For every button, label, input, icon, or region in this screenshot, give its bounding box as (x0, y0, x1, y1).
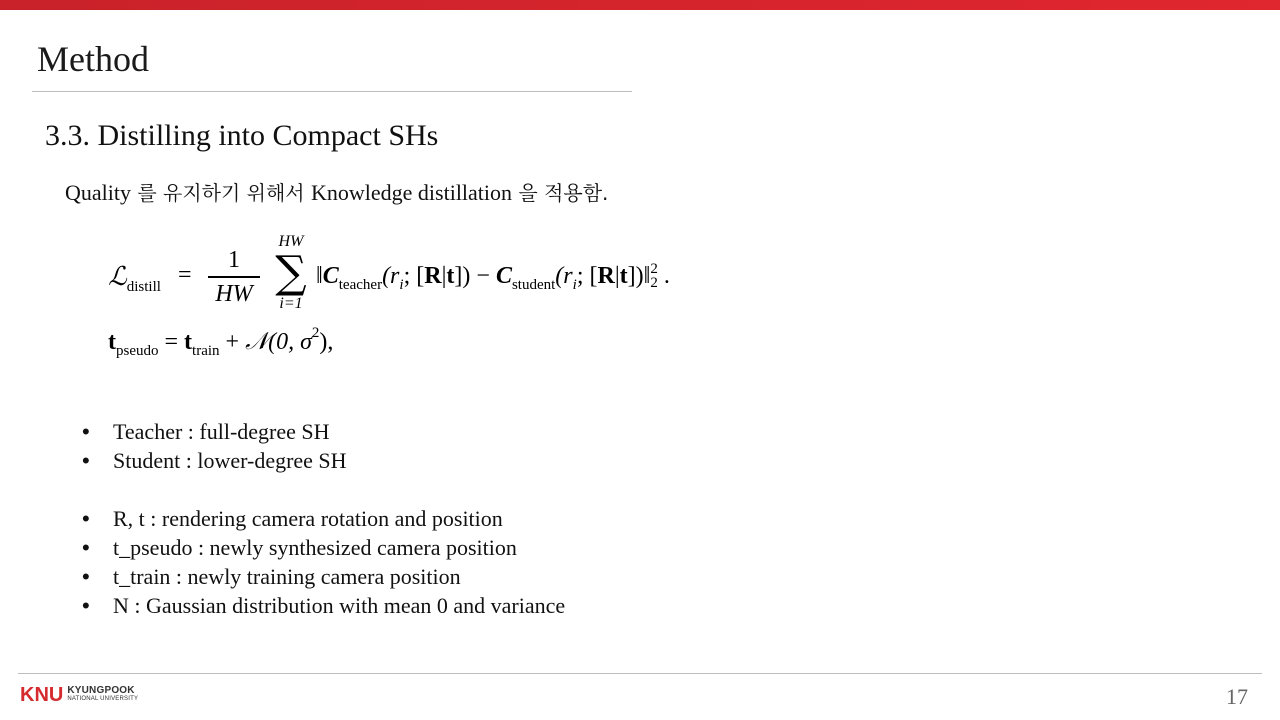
sum-lower-limit: i=1 (279, 295, 303, 312)
university-logo (20, 684, 138, 706)
bullet-icon: • (82, 506, 90, 531)
pseudo-pose-equation: $t_{pseudo} = t_{train}$ + 𝒩(0, $\sigma^2$), (108, 325, 334, 359)
intro-part-1: Quality (65, 180, 131, 205)
list-item: • Teacher : full-degree SH (82, 419, 330, 444)
knu-logo-mark: KNU (20, 684, 64, 706)
norm-expression: $‖C_{teacher}(r_i$; $[R|t]) - C_{student}(r_i$; [R|t])‖ 2 2 . (316, 261, 670, 293)
intro-text (65, 178, 608, 208)
bullet-icon: • (82, 448, 90, 473)
fraction (208, 246, 260, 308)
intro-part-4: 을 적용함. (512, 181, 609, 205)
section-heading: 3.3. Distilling into Compact SHs (45, 119, 439, 152)
top-accent-bar (0, 0, 1280, 10)
list-item: • R, t : rendering camera rotation and position (82, 506, 503, 531)
logo-line-2: NATIONAL UNIVERSITY (67, 696, 139, 702)
loss-symbol: ℒ$_{distill}$ (108, 262, 161, 295)
footer-divider (18, 673, 1262, 674)
summation (268, 234, 314, 312)
equals-sign: = (178, 262, 192, 288)
fraction-denominator: HW (215, 280, 253, 307)
bullet-list-roles (82, 417, 347, 475)
list-item: • N : Gaussian distribution with mean 0 and variance (82, 593, 566, 618)
bullet-icon: • (82, 419, 90, 444)
intro-part-2: 를 유지하기 위해서 (131, 181, 311, 205)
sum-upper-limit: HW (278, 233, 304, 250)
logo-text (67, 686, 138, 704)
bullet-icon: • (82, 593, 90, 618)
fraction-bar (208, 276, 260, 278)
list-item: • t_train : newly training camera position (82, 564, 461, 589)
intro-part-3: Knowledge distillation (311, 180, 513, 205)
page-number: 17 (1226, 684, 1248, 709)
title-divider (32, 91, 632, 92)
bullet-icon: • (82, 564, 90, 589)
distill-loss-equation (108, 233, 788, 320)
fraction-numerator: 1 (228, 247, 240, 273)
list-item: • t_pseudo : newly synthesized camera position (82, 535, 517, 560)
list-item: • Student : lower-degree SH (82, 448, 347, 473)
sum-symbol: ∑ (275, 247, 307, 298)
slide-title: Method (37, 39, 149, 79)
bullet-list-symbols (82, 504, 565, 620)
logo-line-1: KYUNGPOOK (67, 685, 135, 696)
bullet-icon: • (82, 535, 90, 560)
